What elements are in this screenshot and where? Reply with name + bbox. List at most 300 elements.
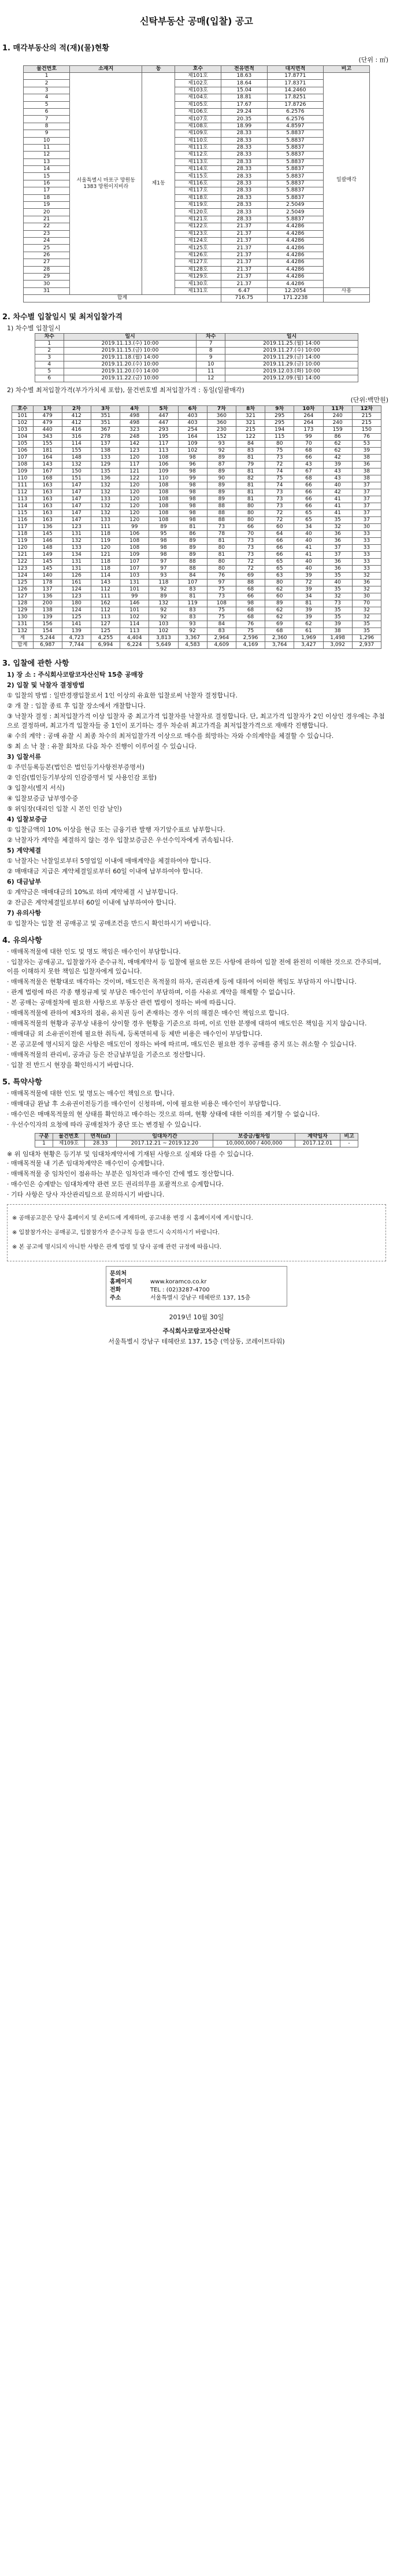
phone-value: TEL : (02)3287-4700 — [150, 1286, 210, 1293]
price-cell: 72 — [236, 565, 265, 572]
price-cell: 181 — [33, 447, 62, 454]
table-row — [12, 440, 381, 447]
price-cell: 120 — [120, 510, 149, 516]
price-cell: 36 — [323, 537, 352, 544]
price-cell: 72 — [265, 516, 294, 523]
land-area: 5.8837 — [268, 173, 324, 180]
table-header-cell: 차수 — [196, 333, 225, 340]
price-cell: 3,427 — [294, 641, 323, 648]
price-cell: 136 — [33, 523, 62, 530]
price-cell: 124 — [62, 586, 91, 593]
unit-number: 제110호 — [175, 137, 221, 144]
price-cell: 120 — [12, 544, 34, 551]
price-cell: 38 — [323, 628, 352, 634]
price-cell: 계 — [12, 634, 34, 641]
schedule-cell: 2019.11.25.(월) 14:00 — [225, 340, 358, 347]
table-header-cell: 1차 — [33, 405, 62, 412]
price-cell: 118 — [91, 558, 120, 565]
table-header-cell: 10차 — [294, 405, 323, 412]
table-header-cell: 7차 — [207, 405, 236, 412]
exclusive-area: 18.81 — [221, 94, 267, 101]
price-cell: 240 — [323, 412, 352, 419]
text-line: · 매매목적물에 대한 인도 및 명도는 매수인 책임으로 합니다. — [7, 1089, 175, 1097]
price-cell: 38 — [352, 454, 381, 461]
price-cell: 41 — [323, 496, 352, 503]
schedule-cell: 8 — [196, 347, 225, 354]
unit-number: 제125호 — [175, 245, 221, 252]
price-cell: 73 — [236, 544, 265, 551]
text-line: · 매수인은 승계받는 임대차계약 관련 모든 권리의무를 포괄적으로 승계합니다. — [7, 1180, 224, 1188]
text-line: ① 입찰금액의 10% 이상을 현금 또는 금융기관 발행 자기앞수표로 납부합니다. — [7, 825, 225, 833]
price-cell: 102 — [120, 614, 149, 621]
price-cell: 147 — [62, 510, 91, 516]
item-number: 15 — [24, 173, 70, 180]
price-cell: 4,609 — [207, 641, 236, 648]
address-value: 서울특별시 강남구 테헤란로 137, 15층 — [150, 1294, 251, 1301]
price-cell: 70 — [236, 530, 265, 537]
price-cell: 142 — [120, 440, 149, 447]
section-5-heading: 5. 특약사항 — [2, 1077, 42, 1087]
price-cell: 93 — [178, 621, 207, 628]
price-cell: 147 — [62, 496, 91, 503]
price-cell: 140 — [33, 572, 62, 579]
unit-number: 제103호 — [175, 87, 221, 94]
price-cell: 479 — [33, 412, 62, 419]
schedule-cell: 4 — [35, 361, 64, 368]
price-cell: 81 — [178, 523, 207, 530]
text-line: · 본 공매는 공매절차에 필요한 사항으로 부동산 관련 법령이 정하는 바에 따릅니다. — [7, 998, 236, 1006]
price-cell: 36 — [323, 530, 352, 537]
price-cell: 6,224 — [120, 641, 149, 648]
lease-table-header — [35, 1133, 358, 1140]
table-header-cell: 차수 — [35, 333, 64, 340]
price-cell: 97 — [149, 565, 178, 572]
item-number: 3 — [24, 87, 70, 94]
text-line: ② 매매대금 지급은 계약체결일로부터 60일 이내에 납부하여야 합니다. — [7, 867, 203, 875]
price-cell: 60 — [265, 593, 294, 600]
price-cell: 173 — [294, 426, 323, 433]
price-cell: 107 — [12, 454, 34, 461]
price-cell: 60 — [265, 523, 294, 530]
price-cell: 108 — [149, 454, 178, 461]
text-line: · 기타 사항은 당사 자산관리팀으로 문의하시기 바랍니다. — [7, 1190, 165, 1198]
text-line: 5) 계약체결 — [7, 846, 42, 854]
text-line: ※ 입찰참가자는 공매공고, 입찰참가자 준수규칙 등을 반드시 숙지하시기 바랍니다. — [12, 1229, 220, 1236]
exclusive-area: 28.33 — [221, 144, 267, 151]
price-cell: 111 — [91, 593, 120, 600]
price-cell: 163 — [33, 503, 62, 510]
table-header-cell: 동 — [142, 66, 175, 73]
price-cell: 86 — [178, 530, 207, 537]
price-cell: 80 — [207, 558, 236, 565]
price-cell: 215 — [352, 412, 381, 419]
price-cell: 39 — [323, 461, 352, 468]
contact-label: 문의처 — [110, 1270, 127, 1277]
unit-number: 제102호 — [175, 80, 221, 87]
text-line: ② 인감(법인등기부상의 인감증명서 및 사용인감 포함) — [7, 773, 157, 781]
price-cell: 108 — [149, 516, 178, 523]
price-cell: 69 — [265, 621, 294, 628]
price-cell: 6,987 — [33, 641, 62, 648]
price-cell: 108 — [207, 600, 236, 607]
price-cell: 73 — [265, 454, 294, 461]
price-cell: 82 — [236, 475, 265, 482]
price-cell: 76 — [352, 433, 381, 440]
table-header-cell: 일시 — [225, 333, 358, 340]
site-link[interactable]: www.koramco.co.kr — [150, 1278, 207, 1285]
table-row — [12, 621, 381, 628]
text-line: ① 주민등록등본(법인은 법인등기사항전부증명서) — [7, 763, 144, 771]
text-line: ④ 수의 계약 : 공매 유찰 시 최종 차수의 최저입찰가격 이상으로 매수를 희망하는 자와 수의계약을 체결할 수 있습니다. — [7, 732, 334, 740]
price-cell: 215 — [236, 426, 265, 433]
price-cell: 254 — [178, 426, 207, 433]
price-cell: 120 — [120, 516, 149, 523]
price-cell: 72 — [265, 461, 294, 468]
price-cell: 38 — [352, 468, 381, 475]
price-cell: 67 — [294, 468, 323, 475]
price-cell: 127 — [12, 593, 34, 600]
price-cell: 109 — [149, 468, 178, 475]
price-cell: 84 — [178, 572, 207, 579]
land-area: 17.8771 — [268, 73, 324, 80]
price-cell: 120 — [120, 489, 149, 496]
price-cell: 41 — [323, 510, 352, 516]
unit-number: 제121호 — [175, 216, 221, 223]
exclusive-area: 21.37 — [221, 252, 267, 259]
table-row — [35, 375, 358, 382]
price-cell: 3,764 — [265, 641, 294, 648]
price-cell: 2,596 — [236, 634, 265, 641]
text-line: ⑤ 최 소 낙 찰 : 유찰 회차로 다음 차수 진행이 이루어질 수 있습니다. — [7, 742, 197, 750]
price-cell: 156 — [33, 621, 62, 628]
price-cell: 66 — [294, 489, 323, 496]
price-cell: 66 — [236, 523, 265, 530]
price-cell: 83 — [178, 607, 207, 614]
schedule-cell: 6 — [35, 375, 64, 382]
lease-cell: 28.33 — [84, 1140, 116, 1147]
price-cell: 32 — [352, 607, 381, 614]
price-cell: 343 — [33, 433, 62, 440]
lease-cell: - — [340, 1140, 358, 1147]
price-cell: 135 — [91, 468, 120, 475]
schedule-cell: 7 — [196, 340, 225, 347]
table-header-cell: 소재지 — [70, 66, 142, 73]
price-cell: 72 — [265, 510, 294, 516]
price-cell: 145 — [33, 558, 62, 565]
section-3-body — [0, 670, 393, 928]
exclusive-area: 28.33 — [221, 202, 267, 209]
price-cell: 37 — [323, 544, 352, 551]
price-cell: 66 — [294, 503, 323, 510]
table-header-cell: 물건번호 — [53, 1133, 84, 1140]
unit-number: 제123호 — [175, 230, 221, 237]
price-cell: 150 — [352, 426, 381, 433]
price-cell: 88 — [178, 565, 207, 572]
exclusive-area: 28.33 — [221, 180, 267, 187]
price-cell: 66 — [294, 496, 323, 503]
price-cell: 69 — [236, 572, 265, 579]
table-row — [12, 482, 381, 489]
price-cell: 101 — [120, 586, 149, 593]
section-1-heading: 1. 매각부동산의 적(재)(물)현황 — [2, 44, 109, 53]
price-cell: 83 — [178, 586, 207, 593]
item-number: 19 — [24, 202, 70, 209]
land-area: 5.8837 — [268, 216, 324, 223]
land-area: 4.4286 — [268, 266, 324, 273]
price-cell: 98 — [178, 454, 207, 461]
lease-table-body — [35, 1140, 358, 1147]
price-cell: 7,744 — [62, 641, 91, 648]
property-table — [23, 65, 370, 302]
price-cell: 66 — [294, 482, 323, 489]
price-cell: 39 — [294, 614, 323, 621]
item-number: 14 — [24, 166, 70, 173]
price-cell: 316 — [62, 433, 91, 440]
price-cell: 440 — [33, 426, 62, 433]
price-cell: 41 — [323, 503, 352, 510]
land-area: 17.8371 — [268, 80, 324, 87]
price-cell: 33 — [352, 565, 381, 572]
price-cell: 81 — [236, 482, 265, 489]
price-cell: 129 — [12, 607, 34, 614]
price-cell: 84 — [207, 621, 236, 628]
text-line: ② 잔금은 계약체결일로부터 60일 이내에 납부하여야 합니다. — [7, 898, 176, 906]
unit-number: 제118호 — [175, 194, 221, 201]
text-line: ① 계약금은 매매대금의 10%로 하며 계약체결 시 납부합니다. — [7, 888, 179, 896]
table-row — [12, 419, 381, 426]
price-cell: 105 — [12, 440, 34, 447]
price-cell: 99 — [120, 593, 149, 600]
price-cell: 132 — [62, 461, 91, 468]
text-line: ※ 본 공고에 명시되지 아니한 사항은 관계 법령 및 당사 공매 관련 규정에 따릅니다. — [12, 1243, 222, 1250]
price-cell: 40 — [323, 579, 352, 586]
price-cell: 133 — [91, 454, 120, 461]
price-cell: 40 — [294, 530, 323, 537]
schedule-table-body — [35, 340, 358, 382]
price-cell: 66 — [265, 544, 294, 551]
exclusive-area: 29.24 — [221, 108, 267, 115]
price-cell: 106 — [12, 447, 34, 454]
price-cell: 107 — [120, 558, 149, 565]
lease-cell: 2017.12.01 — [295, 1140, 340, 1147]
unit-number: 제101호 — [175, 73, 221, 80]
schedule-cell: 2019.11.20.(수) 10:00 — [64, 361, 196, 368]
price-cell: 131 — [62, 565, 91, 572]
schedule-cell: 11 — [196, 368, 225, 375]
price-cell: 264 — [294, 412, 323, 419]
table-row — [12, 516, 381, 523]
price-cell: 321 — [236, 419, 265, 426]
price-cell: 120 — [120, 482, 149, 489]
table-header-cell: 11차 — [323, 405, 352, 412]
price-cell: 112 — [91, 607, 120, 614]
price-cell: 89 — [265, 600, 294, 607]
table-row — [12, 593, 381, 600]
price-cell: 40 — [323, 482, 352, 489]
price-cell: 99 — [178, 475, 207, 482]
price-cell: 128 — [12, 600, 34, 607]
price-cell: 114 — [120, 621, 149, 628]
price-cell: 264 — [294, 419, 323, 426]
price-cell: 73 — [265, 489, 294, 496]
price-cell: 293 — [149, 426, 178, 433]
text-line: 1) 장 소 : 주식회사코람코자산신탁 15층 공매장 — [7, 670, 144, 678]
table-row — [12, 475, 381, 482]
note-cell: 일괄매각 — [323, 73, 369, 288]
table-row — [35, 347, 358, 354]
schedule-cell: 2019.11.20.(수) 14:00 — [64, 368, 196, 375]
price-cell: 117 — [12, 523, 34, 530]
price-cell: 96 — [178, 461, 207, 468]
table-header-cell: 6차 — [178, 405, 207, 412]
table-header-cell: 12차 — [352, 405, 381, 412]
exclusive-area: 18.63 — [221, 73, 267, 80]
price-cell: 145 — [33, 530, 62, 537]
unit-number: 제116호 — [175, 180, 221, 187]
price-cell: 4,583 — [178, 641, 207, 648]
price-cell: 103 — [149, 621, 178, 628]
schedule-cell: 12 — [196, 375, 225, 382]
price-cell: 74 — [265, 468, 294, 475]
table-row — [12, 572, 381, 579]
price-cell: 111 — [91, 523, 120, 530]
price-cell: 123 — [62, 593, 91, 600]
text-line: ① 입찰의 방법 : 일반경쟁입찰로서 1인 이상의 유효한 입찰로써 낙찰자 결정합니다. — [7, 691, 238, 699]
price-cell: 132 — [91, 510, 120, 516]
price-cell: 38 — [352, 475, 381, 482]
price-cell: 1,296 — [352, 634, 381, 641]
price-cell: 98 — [178, 468, 207, 475]
exclusive-area: 28.33 — [221, 187, 267, 194]
price-cell: 66 — [265, 537, 294, 544]
price-cell: 118 — [149, 579, 178, 586]
exclusive-area: 21.37 — [221, 266, 267, 273]
text-line: · 매매목적물의 현황과 공부상 내용이 상이할 경우 현황을 기준으로 하며, 이로 인한 분쟁에 대하여 매도인은 책임을 지지 않습니다. — [7, 1019, 367, 1027]
text-line: ② 개 찰 : 입찰 종료 후 입찰 장소에서 개찰합니다. — [7, 702, 146, 710]
price-cell: 68 — [236, 586, 265, 593]
price-cell: 121 — [12, 551, 34, 558]
text-line: · 매매목적물에 관하여 제3자의 점유, 유치권 등이 존재하는 경우 이의 해결은 매수인 책임으로 합니다. — [7, 1009, 289, 1017]
price-cell: 81 — [236, 489, 265, 496]
price-cell: 33 — [352, 558, 381, 565]
exclusive-area: 21.37 — [221, 245, 267, 252]
price-cell: 133 — [62, 544, 91, 551]
price-cell: 360 — [207, 419, 236, 426]
price-cell: 152 — [207, 433, 236, 440]
item-number: 26 — [24, 252, 70, 259]
price-cell: 141 — [62, 621, 91, 628]
price-cell: 240 — [323, 419, 352, 426]
price-cell: 147 — [62, 503, 91, 510]
price-cell: 3,367 — [178, 634, 207, 641]
announcement-date: 2019년 10월 30일 — [169, 1313, 224, 1321]
price-cell: 119 — [12, 537, 34, 544]
dong-cell: 제1동 — [142, 73, 175, 295]
price-cell: 73 — [323, 600, 352, 607]
price-cell: 101 — [120, 607, 149, 614]
section-4-body — [0, 947, 393, 1070]
table-row — [12, 412, 381, 419]
price-cell: 132 — [149, 600, 178, 607]
item-number: 6 — [24, 108, 70, 115]
price-cell: 79 — [236, 461, 265, 468]
price-cell: 1,498 — [323, 634, 352, 641]
table-header-cell: 비고 — [340, 1133, 358, 1140]
price-cell: 35 — [323, 586, 352, 593]
land-area: 6.2576 — [268, 108, 324, 115]
price-cell: 66 — [265, 551, 294, 558]
item-number: 28 — [24, 266, 70, 273]
table-row — [12, 454, 381, 461]
text-line: · 매매목적물은 현황대로 매각하는 것이며, 매도인은 목적물의 하자, 권리관계 등에 대하여 어떠한 책임도 부담하지 아니합니다. — [7, 977, 357, 986]
lease-table — [35, 1133, 358, 1147]
price-cell: 123 — [62, 523, 91, 530]
price-cell: 97 — [207, 579, 236, 586]
item-number: 11 — [24, 144, 70, 151]
land-area: 4.4286 — [268, 237, 324, 244]
total-land: 171.2238 — [268, 295, 324, 302]
price-cell: 92 — [149, 607, 178, 614]
price-cell: 80 — [265, 579, 294, 586]
price-cell: 132 — [91, 503, 120, 510]
land-area: 5.8837 — [268, 144, 324, 151]
price-cell: 124 — [62, 607, 91, 614]
price-cell: 32 — [352, 572, 381, 579]
price-cell: 1,969 — [294, 634, 323, 641]
item-number: 29 — [24, 273, 70, 280]
price-cell: 412 — [62, 419, 91, 426]
land-area: 17.8726 — [268, 101, 324, 108]
land-area: 6.2576 — [268, 116, 324, 123]
price-cell: 80 — [236, 516, 265, 523]
price-cell: 72 — [236, 558, 265, 565]
price-cell: 108 — [149, 489, 178, 496]
table-header-cell: 비고 — [323, 66, 369, 73]
price-cell: 143 — [91, 579, 120, 586]
organization-address: 서울특별시 강남구 테헤란로 137, 15층 (역삼동, 코레이트타워) — [108, 1337, 285, 1345]
section-1-unit: (단위 : ㎡) — [358, 56, 388, 64]
exclusive-area: 28.33 — [221, 216, 267, 223]
schedule-cell: 2019.11.22.(금) 10:00 — [64, 375, 196, 382]
price-table-body — [12, 412, 381, 648]
price-cell: 164 — [178, 433, 207, 440]
price-cell: 73 — [265, 503, 294, 510]
price-cell: 80 — [265, 440, 294, 447]
text-line: · 입찰자는 공매공고, 입찰참가자 준수규칙, 매매계약서 등 입찰에 필요한 모든 사항에 관하여 입찰 전에 완전히 이해한 것으로 간주되며, 이를 이해하지 못한 책임은 입찰자에게 있습니다. — [7, 958, 381, 975]
organization-name: 주식회사코람코자산신탁 — [162, 1327, 231, 1335]
unit-number: 제124호 — [175, 237, 221, 244]
exclusive-area: 28.33 — [221, 152, 267, 158]
price-cell: 112 — [12, 489, 34, 496]
exclusive-area: 21.37 — [221, 237, 267, 244]
price-cell: 163 — [33, 516, 62, 523]
exclusive-area: 28.33 — [221, 137, 267, 144]
section-2-heading: 2. 차수별 입찰일시 및 최저입찰가격 — [2, 312, 123, 322]
price-cell: 125 — [62, 614, 91, 621]
price-cell: 42 — [323, 454, 352, 461]
price-cell: 66 — [236, 593, 265, 600]
unit-number: 제113호 — [175, 158, 221, 165]
land-area: 5.8837 — [268, 194, 324, 201]
price-cell: 163 — [33, 510, 62, 516]
price-cell: 416 — [62, 426, 91, 433]
price-cell: 81 — [294, 600, 323, 607]
price-cell: 147 — [62, 489, 91, 496]
price-cell: 30 — [352, 523, 381, 530]
exclusive-area: 21.37 — [221, 230, 267, 237]
price-cell: 108 — [120, 544, 149, 551]
price-cell: 3,092 — [323, 641, 352, 648]
